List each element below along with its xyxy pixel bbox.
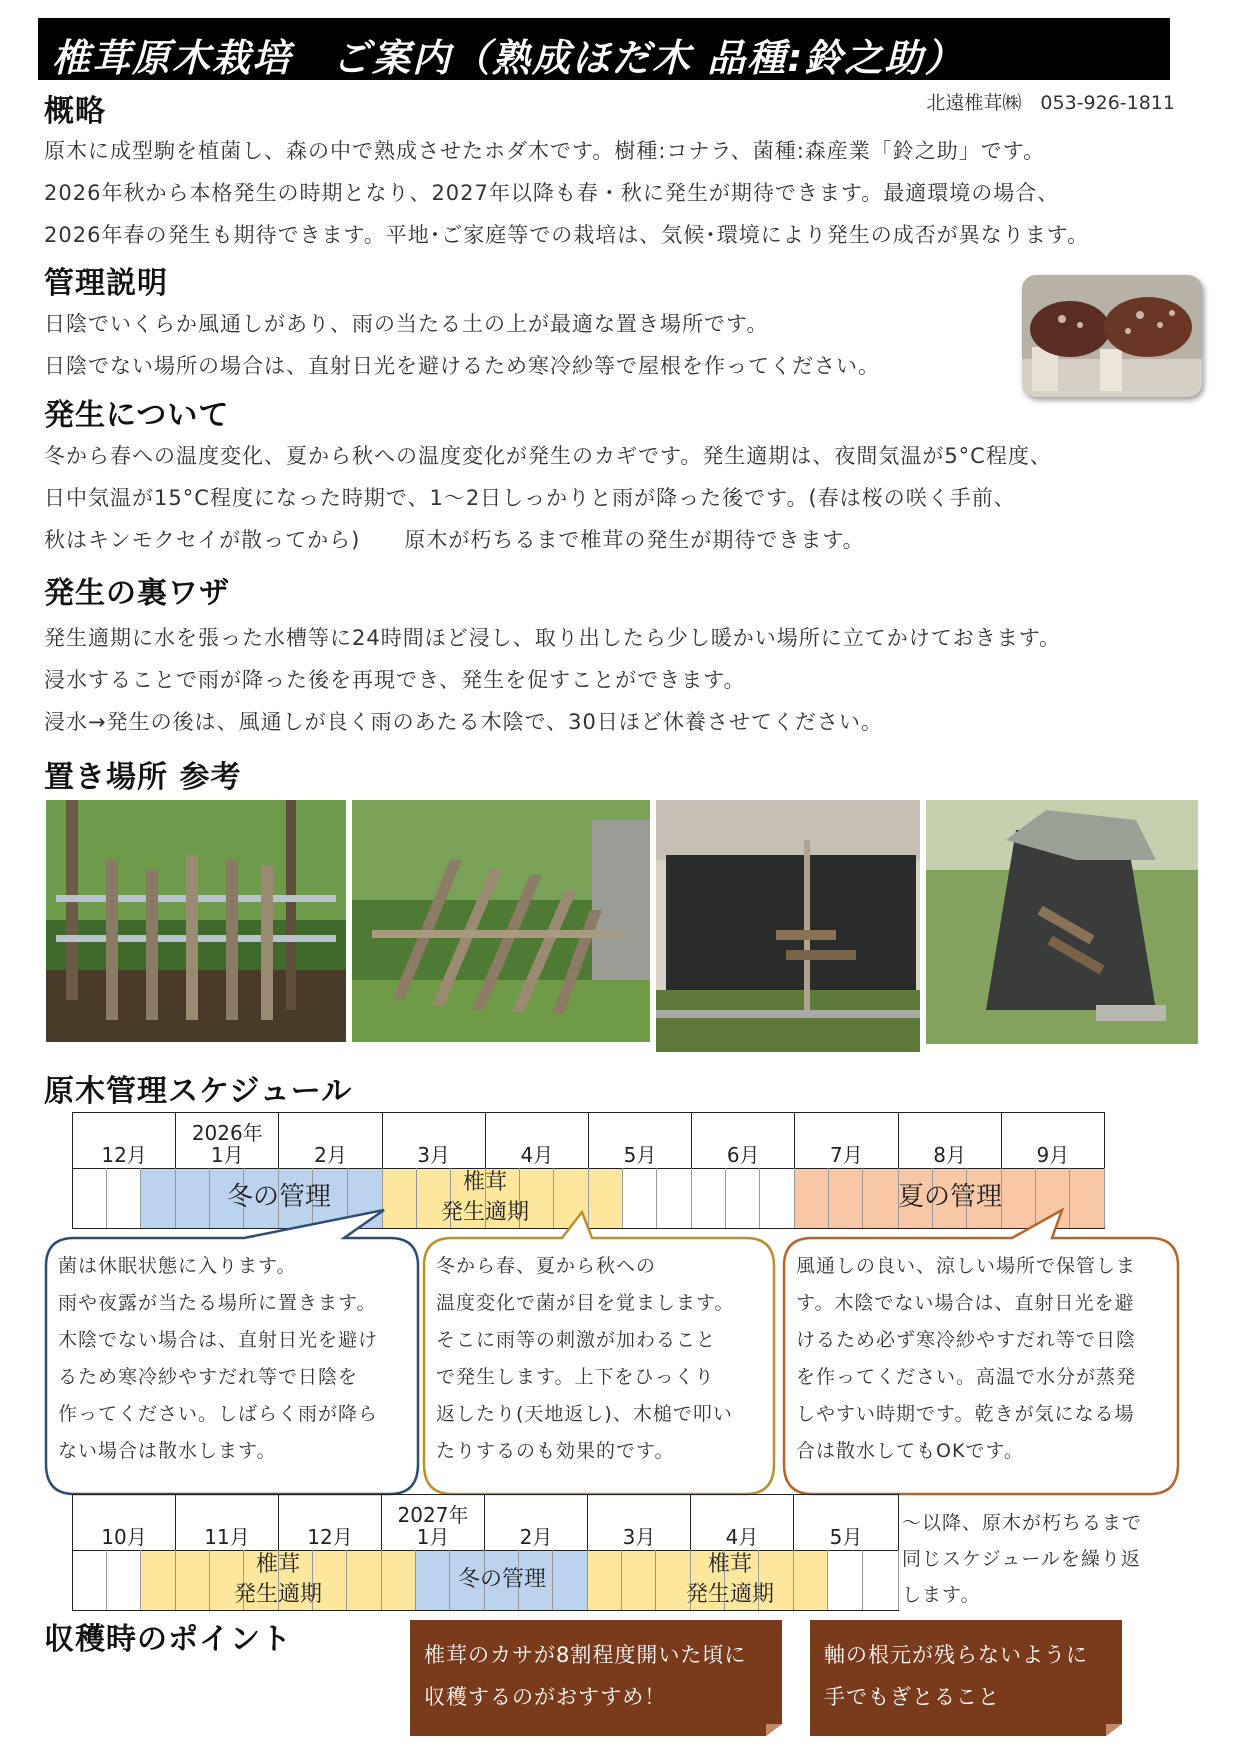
repeat-note: ～以降、原木が朽ちるまで 同じスケジュールを繰り返 します。	[902, 1512, 1143, 1606]
contact-info: 北遠椎茸㈱ 053-926-1811	[926, 92, 1175, 114]
month-cell: 3月	[382, 1113, 485, 1169]
band-autumn-fruiting-label: 椎茸 発生適期	[233, 1552, 322, 1607]
month-cell: 2026年 1月	[176, 1113, 279, 1169]
tips-line: 発生適期に水を張った水槽等に24時間ほど浸し、取り出したら少し暖かい場所に立てかけておきます。	[44, 626, 1062, 650]
month-cell: 7月	[795, 1113, 898, 1169]
band-winter-label-2: 冬の管理	[457, 1567, 546, 1592]
title-bar	[38, 18, 1170, 80]
fruiting-bubble: 冬から春、夏から秋への 温度変化で菌が目を覚まします。 そこに雨等の刺激が加わること で発生します。上下をひっくり 返したり(天地返し)、木槌で叩い たりするのも効果的です。	[422, 1208, 778, 1498]
placement-heading: 置き場所 参考	[44, 760, 242, 795]
overview-heading: 概略	[44, 94, 106, 129]
month-cell: 4月	[691, 1495, 794, 1551]
band-fruiting-label: 椎茸 発生適期	[440, 1170, 529, 1225]
month-cell: 10月	[73, 1495, 176, 1551]
schedule-table-2	[72, 1494, 899, 1551]
month-cell: 9月	[1001, 1113, 1104, 1169]
month-cell: 2027年 1月	[382, 1495, 485, 1551]
management-heading: 管理説明	[44, 266, 168, 301]
summer-bubble: 風通しの良い、涼しい場所で保管しま す。木陰でない場合は、直射日光を避 けるため必ず寒冷紗やすだれ等で日陰 を作ってください。高温で水分が蒸発 しやすい時期です。乾きが気になる場 合は散水してもOKです。	[782, 1208, 1182, 1498]
month-cell: 6月	[692, 1113, 795, 1169]
management-line: 日陰でない場所の場合は、直射日光を避けるため寒冷紗等で屋根を作ってください。	[44, 354, 880, 378]
harvest-tip-1: 椎茸のカサが8割程度開いた頃に 収穫するのがおすすめ！	[410, 1620, 796, 1736]
month-cell: 12月	[279, 1495, 382, 1551]
placement-photo-forest	[46, 800, 346, 1042]
placement-photo-net	[656, 800, 920, 1052]
fruiting-line: 冬から春への温度変化、夏から秋への温度変化が発生のカギです。発生適期は、夜間気温が5°C程度、	[44, 444, 1052, 468]
placement-photo-lean	[352, 800, 650, 1042]
schedule-heading: 原木管理スケジュール	[44, 1074, 353, 1109]
month-cell: 5月	[588, 1113, 691, 1169]
month-cell: 3月	[588, 1495, 691, 1551]
band-summer-label: 夏の管理	[897, 1182, 1002, 1212]
month-cell: 12月	[73, 1113, 176, 1169]
month-cell: 2月	[485, 1495, 588, 1551]
overview-line: 2026年秋から本格発生の時期となり、2027年以降も春・秋に発生が期待できます。最適環境の場合、	[44, 181, 1060, 205]
month-cell: 2月	[279, 1113, 382, 1169]
month-cell: 8月	[898, 1113, 1001, 1169]
harvest-tip-2: 軸の根元が残らないように 手でもぎとること	[810, 1620, 1136, 1736]
overview-line: 2026年春の発生も期待できます。平地･ご家庭等での栽培は、気候･環境により発生の成否が異なります。	[44, 223, 1090, 247]
fruiting-heading: 発生について	[44, 398, 230, 433]
tips-heading: 発生の裏ワザ	[44, 576, 230, 611]
placement-photo-tent	[926, 800, 1198, 1044]
month-cell: 4月	[485, 1113, 588, 1169]
tips-line: 浸水→発生の後は、風通しが良く雨のあたる木陰で、30日ほど休養させてください。	[44, 710, 883, 734]
overview-line: 原木に成型駒を植菌し、森の中で熟成させたホダ木です。樹種:コナラ、菌種:森産業「鈴之助」です。	[44, 139, 1046, 163]
month-cell: 11月	[176, 1495, 279, 1551]
fruiting-line: 秋はキンモクセイが散ってから) 原木が朽ちるまで椎茸の発生が期待できます。	[44, 528, 865, 552]
band-spring-fruiting-label: 椎茸 発生適期	[685, 1552, 774, 1607]
page-title: 椎茸原木栽培 ご案内（熟成ほだ木 品種:鈴之助）	[52, 36, 965, 80]
month-cell: 5月	[794, 1495, 899, 1551]
harvest-heading: 収穫時のポイント	[44, 1622, 292, 1657]
management-line: 日陰でいくらか風通しがあり、雨の当たる土の上が最適な置き場所です。	[44, 312, 769, 336]
shiitake-photo	[1022, 275, 1202, 397]
band-winter-label: 冬の管理	[226, 1182, 331, 1212]
tips-line: 浸水することで雨が降った後を再現でき、発生を促すことができます。	[44, 668, 746, 692]
fruiting-line: 日中気温が15°C程度になった時期で、1～2日しっかりと雨が降った後です。(春は桜の咲く手前、	[44, 486, 1016, 510]
schedule-table-1	[72, 1112, 1105, 1169]
winter-bubble: 菌は休眠状態に入ります。 雨や夜露が当たる場所に置きます。 木陰でない場合は、直射日光を避け るため寒冷紗やすだれ等で日陰を 作ってください。しばらく雨が降ら ない場合は散水します。	[44, 1208, 422, 1498]
